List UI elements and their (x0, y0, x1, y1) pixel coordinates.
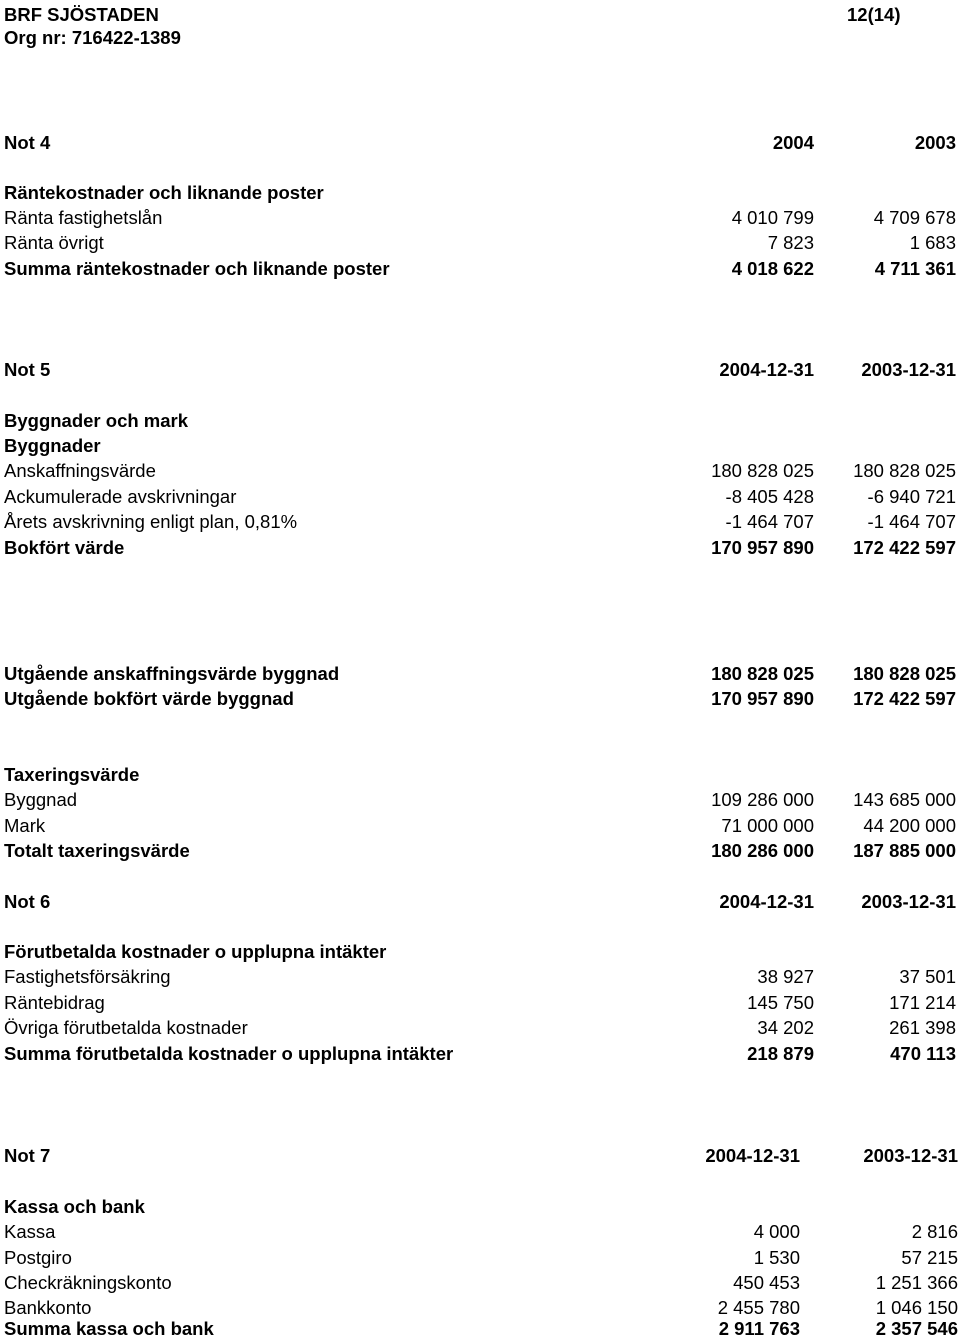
value-2004: 2 911 763 (718, 1318, 800, 1339)
section-title: Förutbetalda kostnader o upplupna intäkter (4, 941, 387, 962)
not6-section (4, 939, 960, 964)
row-label: Byggnad (4, 789, 78, 810)
value-2004: 2 455 780 (717, 1297, 800, 1318)
value-2004: 450 453 (733, 1272, 800, 1293)
value-2004: 1 530 (753, 1247, 800, 1268)
value-2003: 171 214 (889, 992, 956, 1013)
value-2003: 180 828 025 (853, 460, 956, 481)
value-2003: 1 046 150 (875, 1297, 958, 1318)
row-label: Årets avskrivning enligt plan, 0,81% (4, 511, 298, 532)
value-2003: 4 709 678 (873, 207, 956, 228)
row-label: Bankkonto (4, 1297, 92, 1318)
value-2003: 37 501 (899, 966, 956, 987)
value-2003: 1 683 (909, 232, 956, 253)
row-label: Utgående anskaffningsvärde byggnad (4, 663, 340, 684)
subsection-title: Byggnader (4, 435, 101, 456)
section-title: Taxeringsvärde (4, 764, 140, 785)
value-2004: 218 879 (747, 1043, 814, 1064)
value-2004: 170 957 890 (711, 537, 814, 558)
row-label: Ackumulerade avskrivningar (4, 486, 237, 507)
row-label: Räntebidrag (4, 992, 105, 1013)
value-2003: 470 113 (890, 1043, 956, 1064)
value-2003: 1 251 366 (875, 1272, 958, 1293)
table-row (4, 661, 960, 686)
table-row (4, 1219, 960, 1244)
row-label: Anskaffningsvärde (4, 460, 156, 481)
not6-col1: 2004-12-31 (719, 891, 814, 912)
row-label: Checkräkningskonto (4, 1272, 172, 1293)
row-label: Fastighetsförsäkring (4, 966, 171, 987)
value-2004: 7 823 (767, 232, 814, 253)
table-row (4, 1245, 960, 1270)
table-row (4, 230, 960, 255)
value-2004: 145 750 (747, 992, 814, 1013)
not4-header (4, 130, 960, 155)
section-title: Byggnader och mark (4, 410, 189, 431)
value-2004: -8 405 428 (725, 486, 814, 507)
value-2003: 57 215 (901, 1247, 958, 1268)
value-2004: 4 000 (753, 1221, 800, 1242)
value-2004: 109 286 000 (711, 789, 814, 810)
row-label: Mark (4, 815, 46, 836)
not6-col2: 2003-12-31 (861, 891, 956, 912)
value-2003: 261 398 (889, 1017, 956, 1038)
table-row (4, 787, 960, 812)
table-row-total (4, 838, 960, 863)
value-2004: 180 828 025 (711, 663, 814, 684)
table-row (4, 205, 960, 230)
not5-col2: 2003-12-31 (861, 359, 956, 380)
table-row (4, 813, 960, 838)
row-label: Summa räntekostnader och liknande poster (4, 258, 390, 279)
value-2004: -1 464 707 (725, 511, 814, 532)
value-2003: 172 422 597 (853, 537, 956, 558)
value-2004: 4 010 799 (731, 207, 814, 228)
value-2003: -6 940 721 (867, 486, 956, 507)
value-2003: 44 200 000 (863, 815, 956, 836)
value-2003: 172 422 597 (853, 688, 956, 709)
row-label: Postgiro (4, 1247, 72, 1268)
table-row (4, 458, 960, 483)
row-label: Totalt taxeringsvärde (4, 840, 190, 861)
value-2004: 170 957 890 (711, 688, 814, 709)
row-label: Övriga förutbetalda kostnader (4, 1017, 248, 1038)
value-2003: 2 357 546 (875, 1318, 958, 1339)
table-row (4, 484, 960, 509)
table-row-total (4, 1316, 960, 1341)
row-label: Utgående bokfört värde byggnad (4, 688, 294, 709)
value-2004: 4 018 622 (731, 258, 814, 279)
not5-header (4, 357, 960, 382)
not5-subsection (4, 433, 960, 458)
not6-header (4, 889, 960, 914)
value-2003: 187 885 000 (853, 840, 956, 861)
table-row-total (4, 1041, 960, 1066)
not5-title: Not 5 (4, 359, 51, 380)
org-name-row (4, 2, 960, 27)
not4-col2: 2003 (914, 132, 956, 153)
row-label: Kassa (4, 1221, 56, 1242)
table-row (4, 686, 960, 711)
not7-header (4, 1143, 960, 1168)
row-label: Ränta övrigt (4, 232, 104, 253)
value-2004: 71 000 000 (721, 815, 814, 836)
not7-title: Not 7 (4, 1145, 51, 1166)
not4-col1: 2004 (772, 132, 814, 153)
not4-title: Not 4 (4, 132, 51, 153)
not4-section (4, 180, 960, 205)
value-2003: 2 816 (911, 1221, 958, 1242)
table-row-total (4, 256, 960, 281)
section-title: Kassa och bank (4, 1196, 145, 1217)
value-2003: 180 828 025 (853, 663, 956, 684)
not7-section (4, 1194, 960, 1219)
row-label: Ränta fastighetslån (4, 207, 163, 228)
org-number: Org nr: 716422-1389 (4, 27, 181, 48)
not6-title: Not 6 (4, 891, 51, 912)
table-row (4, 964, 960, 989)
not7-col1: 2004-12-31 (705, 1145, 800, 1166)
not7-col2: 2003-12-31 (863, 1145, 958, 1166)
value-2004: 38 927 (757, 966, 814, 987)
section-title: Räntekostnader och liknande poster (4, 182, 324, 203)
org-name: BRF SJÖSTADEN (4, 4, 159, 25)
value-2003: 4 711 361 (874, 258, 956, 279)
row-label: Summa kassa och bank (4, 1318, 214, 1339)
row-label: Summa förutbetalda kostnader o upplupna intäkter (4, 1043, 454, 1064)
value-2003: 143 685 000 (853, 789, 956, 810)
table-row (4, 1015, 960, 1040)
org-nr-row (4, 25, 960, 50)
value-2003: -1 464 707 (867, 511, 956, 532)
value-2004: 180 286 000 (711, 840, 814, 861)
page-number: 12(14) (847, 4, 901, 25)
not5-section (4, 408, 960, 433)
table-row-total (4, 535, 960, 560)
tax-section (4, 762, 960, 787)
row-label: Bokfört värde (4, 537, 125, 558)
value-2004: 180 828 025 (711, 460, 814, 481)
value-2004: 34 202 (757, 1017, 814, 1038)
not5-col1: 2004-12-31 (719, 359, 814, 380)
table-row (4, 1270, 960, 1295)
table-row (4, 509, 960, 534)
table-row (4, 990, 960, 1015)
